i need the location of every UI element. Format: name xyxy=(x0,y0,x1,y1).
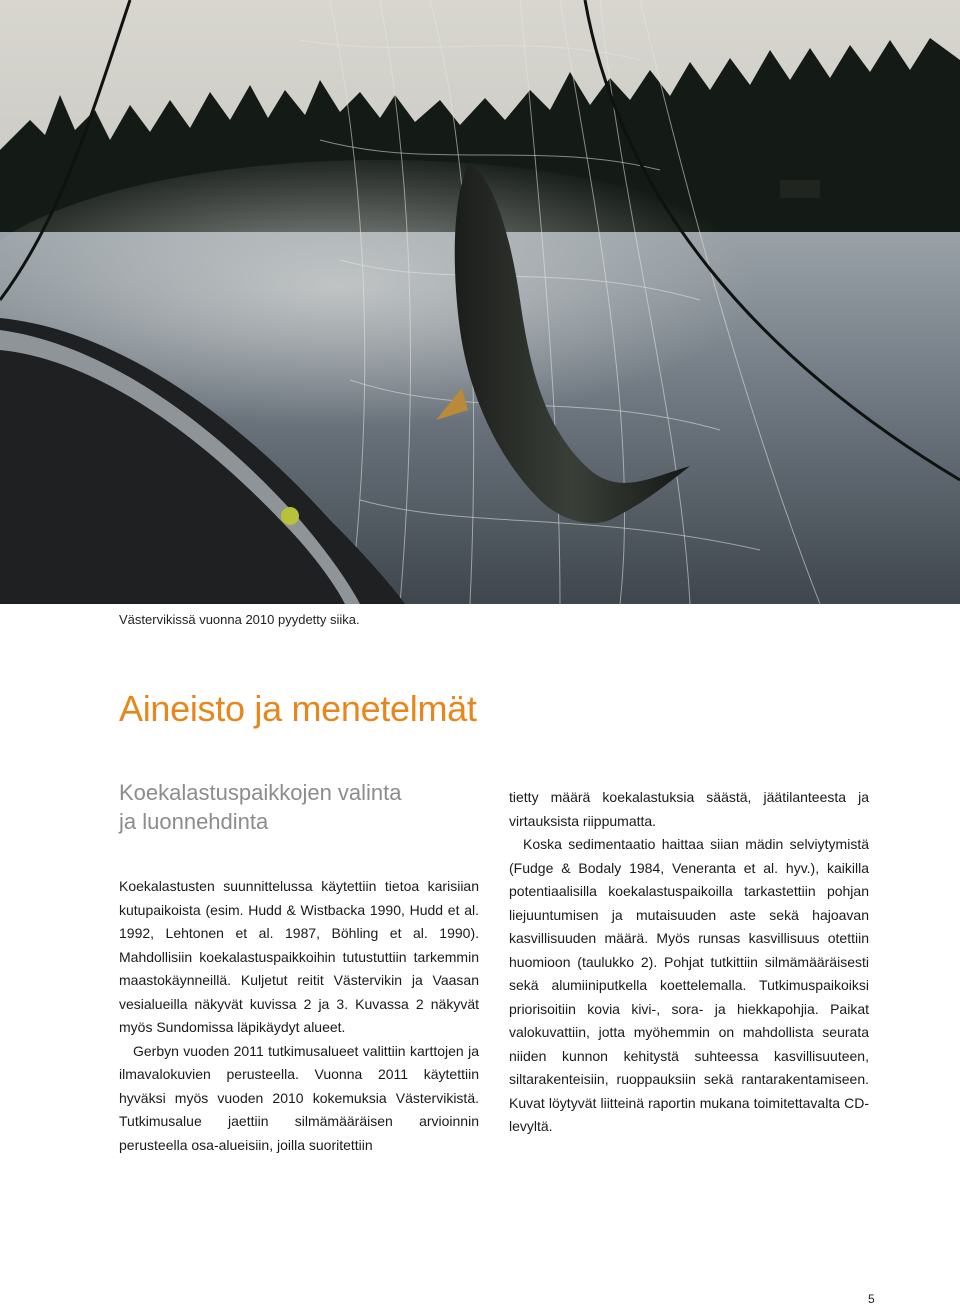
fish-net-illustration xyxy=(0,0,960,604)
section-title-line-1: Koekalastuspaikkojen valinta xyxy=(119,780,402,805)
section-title-line-2: ja luonnehdinta xyxy=(119,809,269,834)
photo-caption: Västervikissä vuonna 2010 pyydetty siika. xyxy=(119,612,360,627)
paragraph: tietty määrä koekalastuksia säästä, jäätilanteesta ja virtauksista riippumatta. xyxy=(509,789,869,829)
page-number: 5 xyxy=(868,1292,875,1306)
section-title xyxy=(119,778,499,836)
cabin xyxy=(780,180,820,198)
paragraph: Gerbyn vuoden 2011 tutkimusalueet valittiin karttojen ja ilmavalokuvien perusteella. Vuonna 2011 käytettiin hyväksi myös vuoden 2010 kokemuksia Västervikistä. Tutkimusalue jaettiin silmämääräisen arvioinnin perusteella osa-alueisiin, joilla suoritettiin xyxy=(119,1042,479,1153)
paragraph: Koekalastusten suunnittelussa käytettiin tietoa karisiian kutupaikoista (esim. Hudd & Wistbacka 1990, Hudd et al. 1992, Lehtonen et al. 1987, Böhling et al. 1990). Mahdollisiin koekalastuspaikkoihin tutustuttiin tarkemmin maastokäynneillä. Kuljetut reitit Västervikin ja Vaasan vesialueilla näkyvät kuvissa 2 ja 3. Kuvassa 2 näkyvät myös Sundomissa läpikäydyt alueet. xyxy=(119,878,479,1035)
chapter-title: Aineisto ja menetelmät xyxy=(119,688,477,729)
cover-photo xyxy=(0,0,960,604)
right-column xyxy=(509,786,869,1139)
leaf xyxy=(281,507,299,525)
paragraph: Koska sedimentaatio haittaa siian mädin selviytymistä (Fudge & Bodaly 1984, Veneranta et al. hyv.), kaikilla potentiaalisilla koekalastuspaikoilla tarkastettiin pohjan liejuuntumisen ja mutaisuuden aste sekä hajoavan kasvillisuuden määrä. Myös runsas kasvillisuus otettiin huomioon (taulukko 2). Pohjat tutkittiin silmämääräisesti sekä alumiiniputkella koettelemalla. Tutkimuspaikoiksi priorisoitiin kovia kivi-, sora- ja hiekkapohjia. Paikat valokuvattiin, jotta myöhemmin on mahdollista seurata niiden kunnon kehitystä suhteessa kasvillisuuteen, siltarakenteisiin, ruoppauksiin sekä rantarakentamiseen. Kuvat löytyvät liitteinä raportin mukana toimitettavalta CD-levyltä. xyxy=(509,836,869,1134)
left-column xyxy=(119,875,479,1157)
